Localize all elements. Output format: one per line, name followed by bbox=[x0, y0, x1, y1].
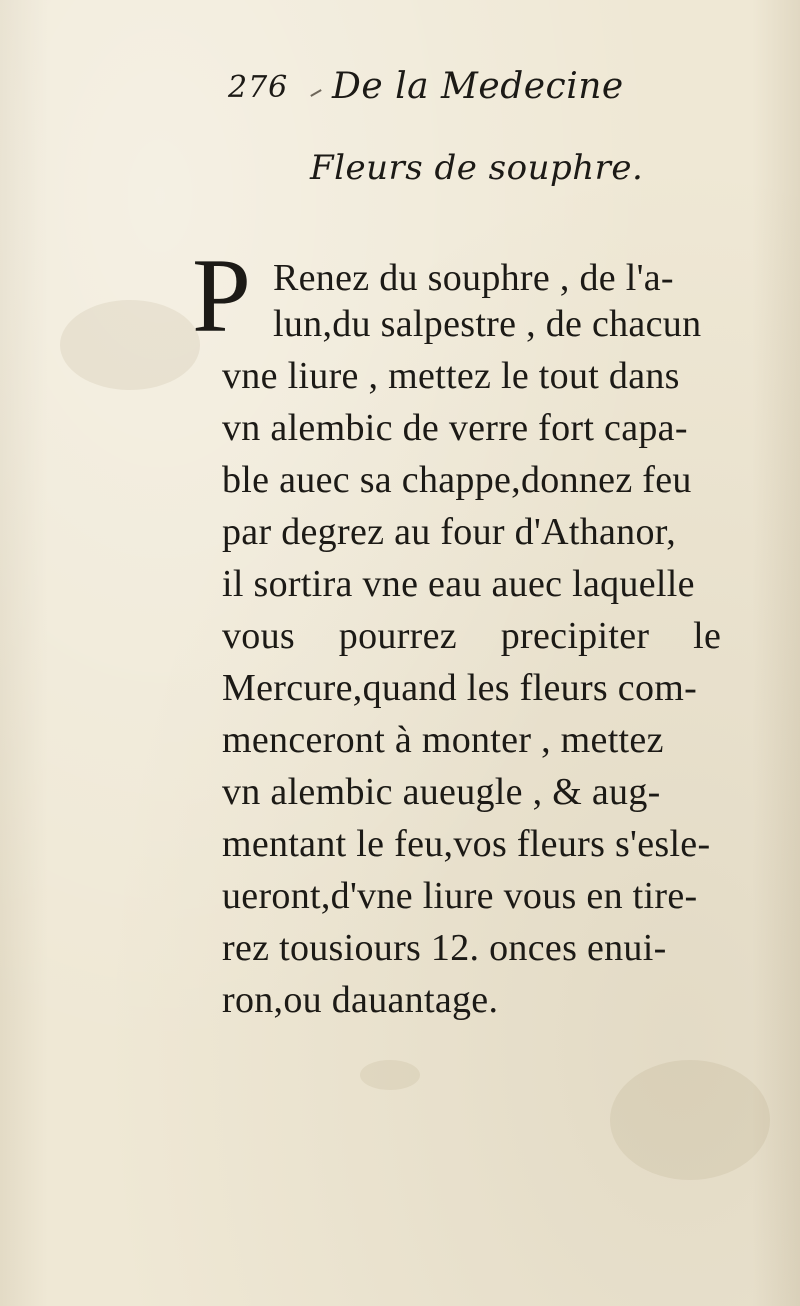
page-number: 276 bbox=[228, 70, 289, 105]
text-line: vous pourrez precipiter le bbox=[222, 615, 722, 657]
text-line: il sortira vne eau auec laquelle bbox=[222, 563, 695, 605]
text-line: Mercure,quand les fleurs com- bbox=[222, 667, 698, 709]
paper-stain bbox=[60, 300, 200, 390]
text-line: vn alembic de verre fort capa- bbox=[222, 407, 688, 449]
paper-stain bbox=[360, 1060, 420, 1090]
head-dash bbox=[310, 89, 321, 97]
text-line: ble auec sa chappe,donnez feu bbox=[222, 459, 692, 501]
text-line: lun,du salpestre , de chacun bbox=[273, 303, 702, 345]
text-line: par degrez au four d'Athanor, bbox=[222, 511, 676, 553]
text-line: ueront,d'vne liure vous en tire- bbox=[222, 875, 698, 917]
running-title: De la Medecine bbox=[332, 66, 624, 107]
paper-stain bbox=[610, 1060, 770, 1180]
text-line: ron,ou dauantage. bbox=[222, 979, 499, 1021]
text-line: vne liure , mettez le tout dans bbox=[222, 355, 680, 397]
text-line: vn alembic aueugle , & aug- bbox=[222, 771, 661, 813]
text-line: menceront à monter , mettez bbox=[222, 719, 664, 761]
text-line: Renez du souphre , de l'a- bbox=[273, 257, 674, 299]
text-line: mentant le feu,vos fleurs s'esle- bbox=[222, 823, 711, 865]
running-head bbox=[0, 60, 800, 110]
text-line: rez tousiours 12. onces enui- bbox=[222, 927, 667, 969]
drop-cap: P bbox=[192, 237, 251, 354]
section-title: Fleurs de souphre. bbox=[310, 148, 644, 188]
